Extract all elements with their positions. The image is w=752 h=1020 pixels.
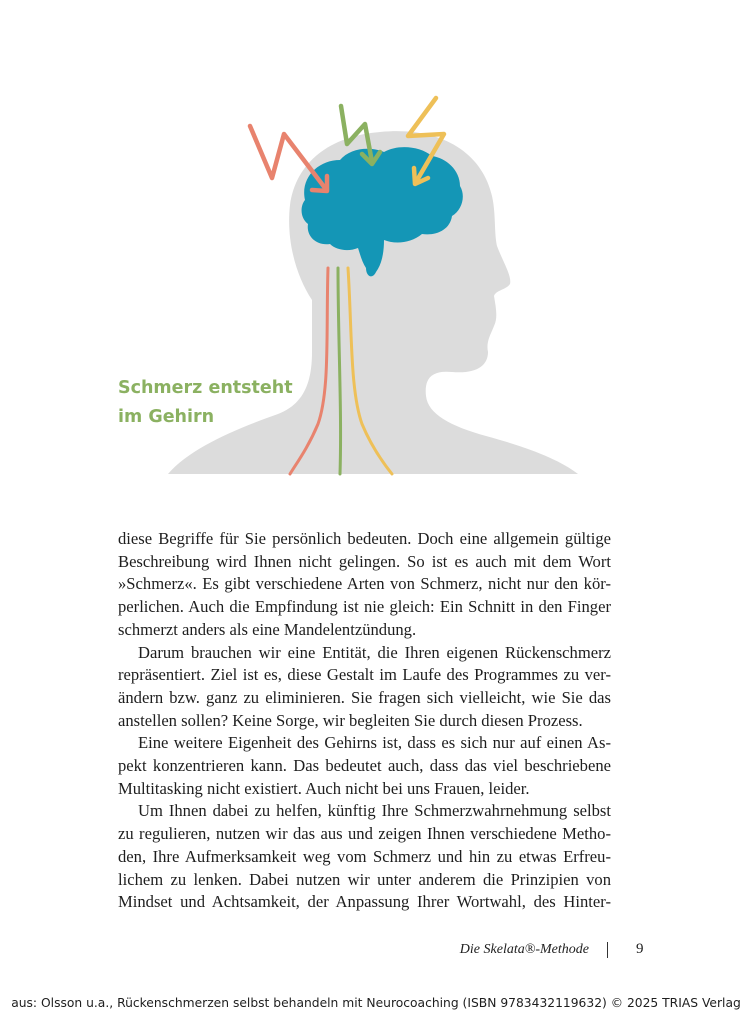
footer-separator	[607, 942, 608, 958]
body-line: ändern bzw. ganz zu eliminieren. Sie fragen sich vielleicht, wie Sie das	[118, 687, 611, 707]
body-line: lichem zu lenken. Dabei nutzen wir unter anderem die Prinzipien von	[118, 869, 611, 889]
body-line: Eine weitere Eigenheit des Gehirns ist, dass es sich nur auf einen As-	[138, 733, 611, 753]
body-line: Mindset und Achtsamkeit, der Anpassung Ihrer Wortwahl, des Hinter-	[118, 892, 611, 912]
body-line: Multitasking nicht existiert. Auch nicht bei uns Frauen, leider.	[118, 778, 530, 798]
body-line: »Schmerz«. Es gibt verschiedene Arten von Schmerz, nicht nur den kör-	[118, 574, 611, 594]
caption-line-1: Schmerz entsteht	[118, 378, 293, 398]
body-line: diese Begriffe für Sie persönlich bedeuten. Doch eine allgemein gültige	[118, 529, 611, 548]
body-line: repräsentiert. Ziel ist es, diese Gestalt im Laufe des Programmes zu ver-	[118, 665, 611, 685]
illustration-caption	[118, 374, 293, 432]
page-footer	[0, 940, 752, 964]
brain-pain-illustration	[0, 0, 752, 500]
body-line: Um Ihnen dabei zu helfen, künftig Ihre Schmerzwahrnehmung selbst	[138, 801, 611, 821]
footer-book-title: Die Skelata®-Methode	[459, 942, 589, 957]
body-text	[118, 528, 611, 914]
body-line: anstellen sollen? Keine Sorge, wir begleiten Sie durch diesen Prozess.	[118, 710, 583, 730]
body-line: schmerzt anders als eine Mandelentzündung.	[118, 619, 417, 639]
body-line: Darum brauchen wir eine Entität, die Ihren eigenen Rückenschmerz	[138, 642, 611, 662]
page-number: 9	[636, 941, 644, 957]
body-line: zu regulieren, nutzen wir das aus und zeigen Ihnen verschiedene Metho-	[118, 824, 611, 844]
body-line: den, Ihre Aufmerksamkeit weg vom Schmerz und hin zu etwas Erfreu-	[118, 846, 611, 866]
body-line: pekt konzentrieren kann. Das bedeutet auch, dass das viel beschriebene	[118, 756, 611, 776]
source-attribution: aus: Olsson u.a., Rückenschmerzen selbst behandeln mit Neurocoaching (ISBN 9783432119632) © 2025 TRIAS Verlag	[11, 996, 741, 1010]
body-line: perlichen. Auch die Empfindung ist nie gleich: Ein Schnitt in den Finger	[118, 597, 611, 617]
body-line: Beschreibung wird Ihnen nicht gelingen. So ist es auch mit dem Wort	[118, 551, 611, 571]
caption-line-2: im Gehirn	[118, 407, 215, 427]
